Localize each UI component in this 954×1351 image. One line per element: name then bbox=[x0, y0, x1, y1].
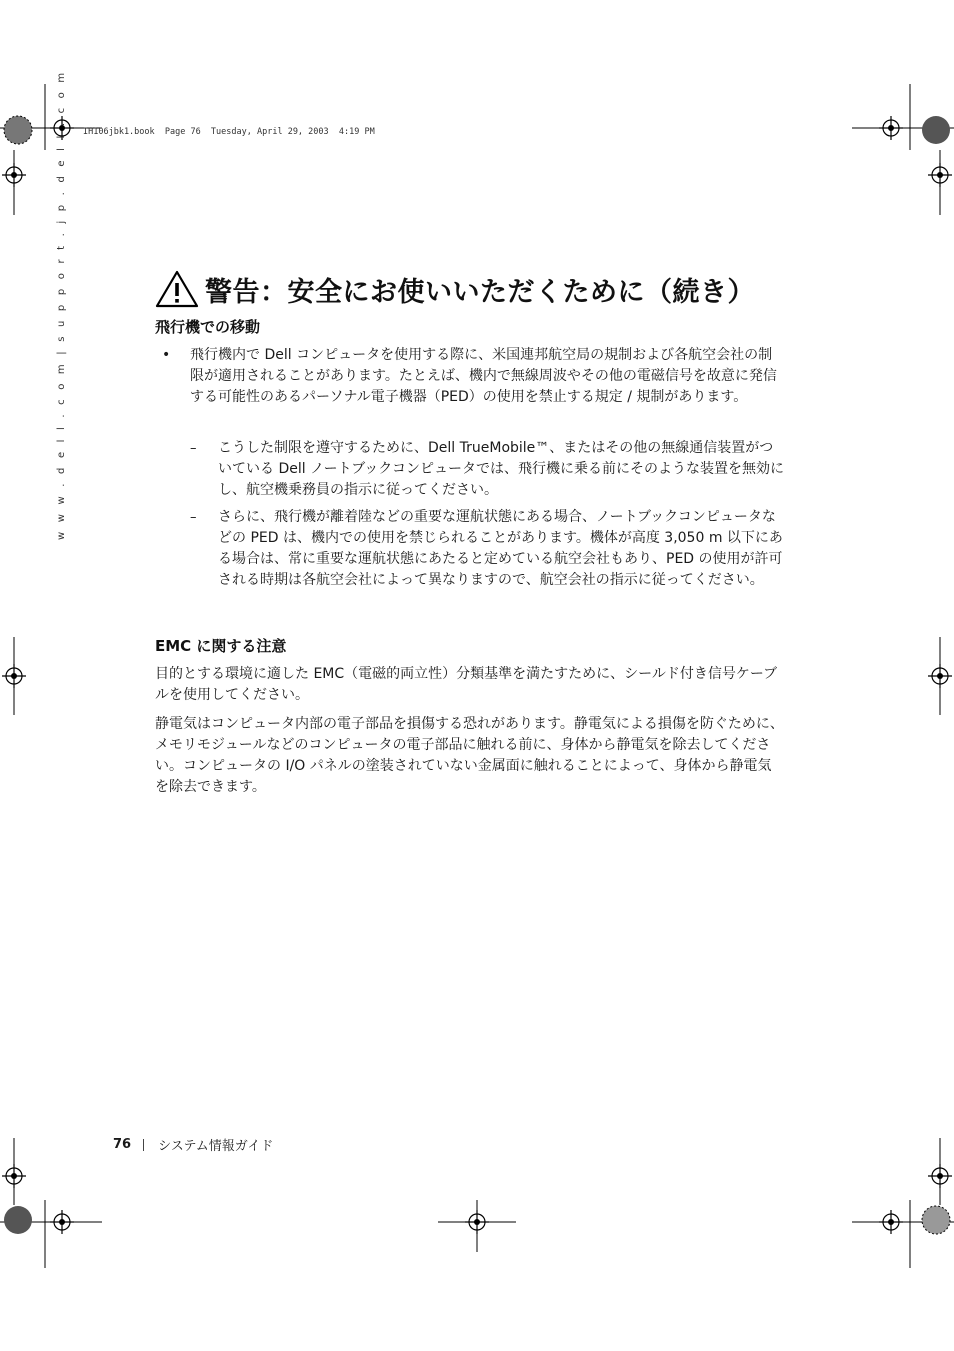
paragraph: 目的とする環境に適した EMC（電磁的両立性）分類基準を満たすために、シールド付き信号ケーブルを使用してください。 bbox=[155, 666, 778, 703]
page-footer bbox=[113, 1135, 273, 1154]
sub-list-item bbox=[190, 438, 785, 501]
book-title: システム情報ガイド bbox=[158, 1139, 274, 1154]
page-number: 76 bbox=[113, 1137, 132, 1152]
dash-icon: – bbox=[190, 510, 197, 525]
page-header bbox=[155, 268, 795, 310]
section-heading-air-travel: 飛行機での移動 bbox=[155, 318, 261, 336]
paragraph: 静電気はコンピュータ内部の電子部品を損傷する恐れがあります。静電気による損傷を防ぐために、メモリモジュールなどのコンピュータの電子部品に触れる前に、身体から静電気を除去してください。コンピュータの I/O パネルの塗装されていない金属面に触れることによって、身体から静電気を除去できます。 bbox=[155, 716, 784, 795]
bullet-text: 飛行機内で Dell コンピュータを使用する際に、米国連邦航空局の規制および各航空会社の制限が適用されることがあります。たとえば、機内で無線周波やその他の電磁信号を故意に発信する可能性のあるパーソナル電子機器（PED）の使用を禁止する規定 / 規制があります。 bbox=[190, 347, 777, 405]
sub-item-text: こうした制限を遵守するために、Dell TrueMobile™、またはその他の無線通信装置がついている Dell ノートブックコンピュータでは、飛行機に乗る前にそのような装置を無効にし、航空機乗務員の指示に従ってください。 bbox=[218, 440, 784, 498]
side-url: w w w . d e l l . c o m | s u p p o r t . j p . d e l l . c o m bbox=[56, 69, 67, 540]
sub-list-item bbox=[190, 507, 785, 591]
warning-triangle-icon bbox=[155, 269, 199, 309]
dash-icon: – bbox=[190, 441, 197, 456]
bullet-icon: • bbox=[162, 347, 171, 363]
list-item bbox=[162, 345, 785, 408]
print-slug: IH106jbk1.book Page 76 Tuesday, April 29, 2003 4:19 PM bbox=[83, 127, 375, 137]
section-heading-emc: EMC に関する注意 bbox=[155, 637, 287, 655]
page-title: 警告：安全にお使いいただくために（続き） bbox=[205, 276, 755, 308]
footer-divider bbox=[143, 1139, 144, 1151]
sub-item-text: さらに、飛行機が離着陸などの重要な運航状態にある場合、ノートブックコンピュータなどの PED は、機内での使用を禁じられることがあります。機体が高度 3,050 m 以下にある場合は、常に重要な運航状態にあたると定めている航空会社もあり、PED の使用が許可される時期は各航空会社によって異なりますので、航空会社の指示に従ってください。 bbox=[218, 509, 783, 588]
